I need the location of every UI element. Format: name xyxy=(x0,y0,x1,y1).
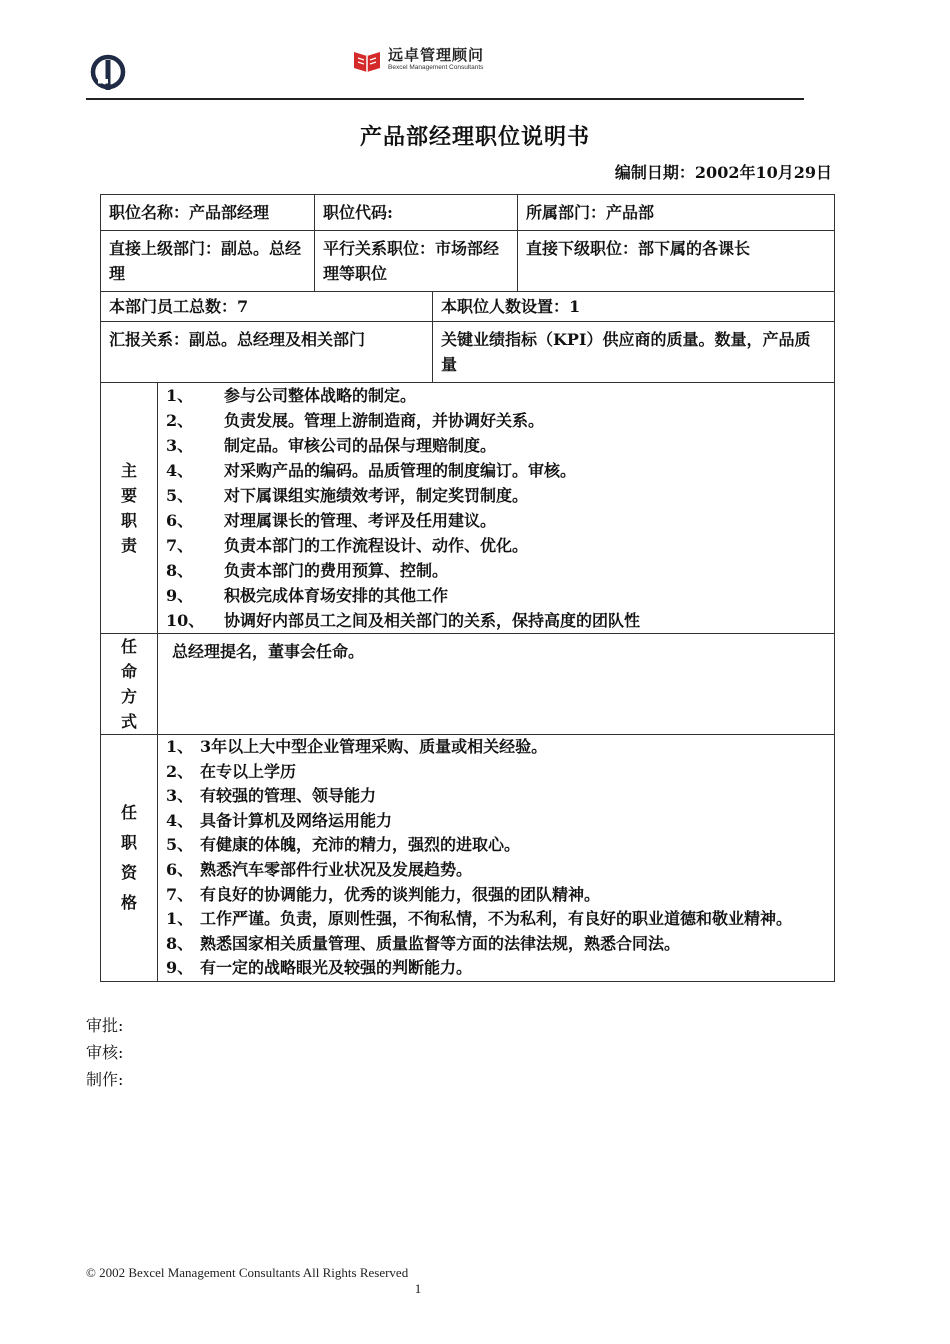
reporting-cell: 汇报关系：副总。总经理及相关部门 xyxy=(101,322,433,383)
table-row xyxy=(101,383,835,634)
list-item: 1、 工作严谨。负责，原则性强，不徇私情，不为私利，有良好的职业道德和敬业精神。 xyxy=(166,909,793,929)
job-description-table xyxy=(100,194,835,982)
subordinate-cell: 直接下级职位：部下属的各课长 xyxy=(518,231,835,292)
qualifications-list xyxy=(166,735,826,981)
list-item: 2、 负责发展。管理上游制造商，并协调好关系。 xyxy=(166,411,545,430)
table-row xyxy=(101,195,835,231)
list-item: 9、 积极完成体育场安排的其他工作 xyxy=(166,586,449,605)
qualifications-cell xyxy=(158,735,835,982)
list-item: 5、 对下属课组实施绩效考评，制定奖罚制度。 xyxy=(166,486,529,505)
appointment-cell: 总经理提名，董事会任命。 xyxy=(158,634,835,735)
list-item: 9、 有一定的战略眼光及较强的判断能力。 xyxy=(166,958,473,978)
position-code-cell: 职位代码: xyxy=(315,195,518,231)
list-item: 7、 负责本部门的工作流程设计、动作、优化。 xyxy=(166,536,529,555)
list-item: 6、 对理属课长的管理、考评及任用建议。 xyxy=(166,511,497,530)
copyright-footer: © 2002 Bexcel Management Consultants All Rights Reserved xyxy=(86,1265,409,1280)
superior-cell: 直接上级部门：副总。总经理 xyxy=(101,231,315,292)
parallel-position-cell: 平行关系职位：市场部经理等职位 xyxy=(315,231,518,292)
list-item: 3、 有较强的管理、领导能力 xyxy=(166,786,377,806)
list-item: 1、 3年以上大中型企业管理采购、质量或相关经验。 xyxy=(166,737,548,756)
headcount-cell: 本职位人数设置：1 xyxy=(433,292,835,322)
table-row xyxy=(101,634,835,735)
list-item: 7、 有良好的协调能力，优秀的谈判能力，很强的团队精神。 xyxy=(166,884,601,904)
staff-total-cell: 本部门员工总数：7 xyxy=(101,292,433,322)
header-divider xyxy=(86,98,804,100)
list-item: 4、 对采购产品的编码。品质管理的制度编订。审核。 xyxy=(166,461,577,480)
responsibilities-cell xyxy=(158,383,835,634)
list-item: 3、 制定品。审核公司的品保与理赔制度。 xyxy=(166,436,497,455)
list-item: 8、 熟悉国家相关质量管理、质量监督等方面的法律法规，熟悉合同法。 xyxy=(166,933,681,953)
responsibilities-list xyxy=(166,383,826,633)
qualifications-label: 任 职 资 格 xyxy=(101,735,158,982)
document-title: 产品部经理职位说明书 xyxy=(359,124,590,150)
list-item: 5、 有健康的体魄，充沛的精力，强烈的进取心。 xyxy=(166,835,521,855)
department-cell: 所属部门：产品部 xyxy=(518,195,835,231)
brand-name: 远卓管理顾问 xyxy=(388,46,485,65)
brand-book-icon xyxy=(352,48,382,72)
appointment-label: 任 命 方 式 xyxy=(101,634,158,735)
list-item: 2、 在专以上学历 xyxy=(166,761,297,781)
responsibilities-label: 主 要 职 责 xyxy=(101,383,158,634)
company-logo-icon xyxy=(88,52,128,92)
position-name-cell: 职位名称：产品部经理 xyxy=(101,195,315,231)
list-item: 10、 协调好内部员工之间及相关部门的关系，保持高度的团队性 xyxy=(166,611,641,630)
list-item: 4、 具备计算机及网络运用能力 xyxy=(166,810,393,830)
table-row xyxy=(101,231,835,292)
review-line: 审核: xyxy=(86,1043,124,1062)
page-number: 1 xyxy=(414,1281,422,1296)
compile-date: 编制日期：2002年10月29日 xyxy=(614,163,832,182)
signoff-block xyxy=(86,1012,123,1093)
table-row xyxy=(101,292,835,322)
list-item: 1、 参与公司整体战略的制定。 xyxy=(166,386,417,405)
table-row xyxy=(101,735,835,982)
table-row xyxy=(101,322,835,383)
kpi-cell: 关键业绩指标（KPI）供应商的质量。数量，产品质量 xyxy=(433,322,835,383)
approve-line: 审批: xyxy=(86,1016,124,1035)
list-item: 6、 熟悉汽车零部件行业状况及发展趋势。 xyxy=(166,859,473,879)
prepare-line: 制作: xyxy=(86,1070,124,1089)
brand-header xyxy=(352,48,484,72)
list-item: 8、 负责本部门的费用预算、控制。 xyxy=(166,561,449,580)
brand-english-name: Bexcel Management Consultants xyxy=(388,64,484,72)
